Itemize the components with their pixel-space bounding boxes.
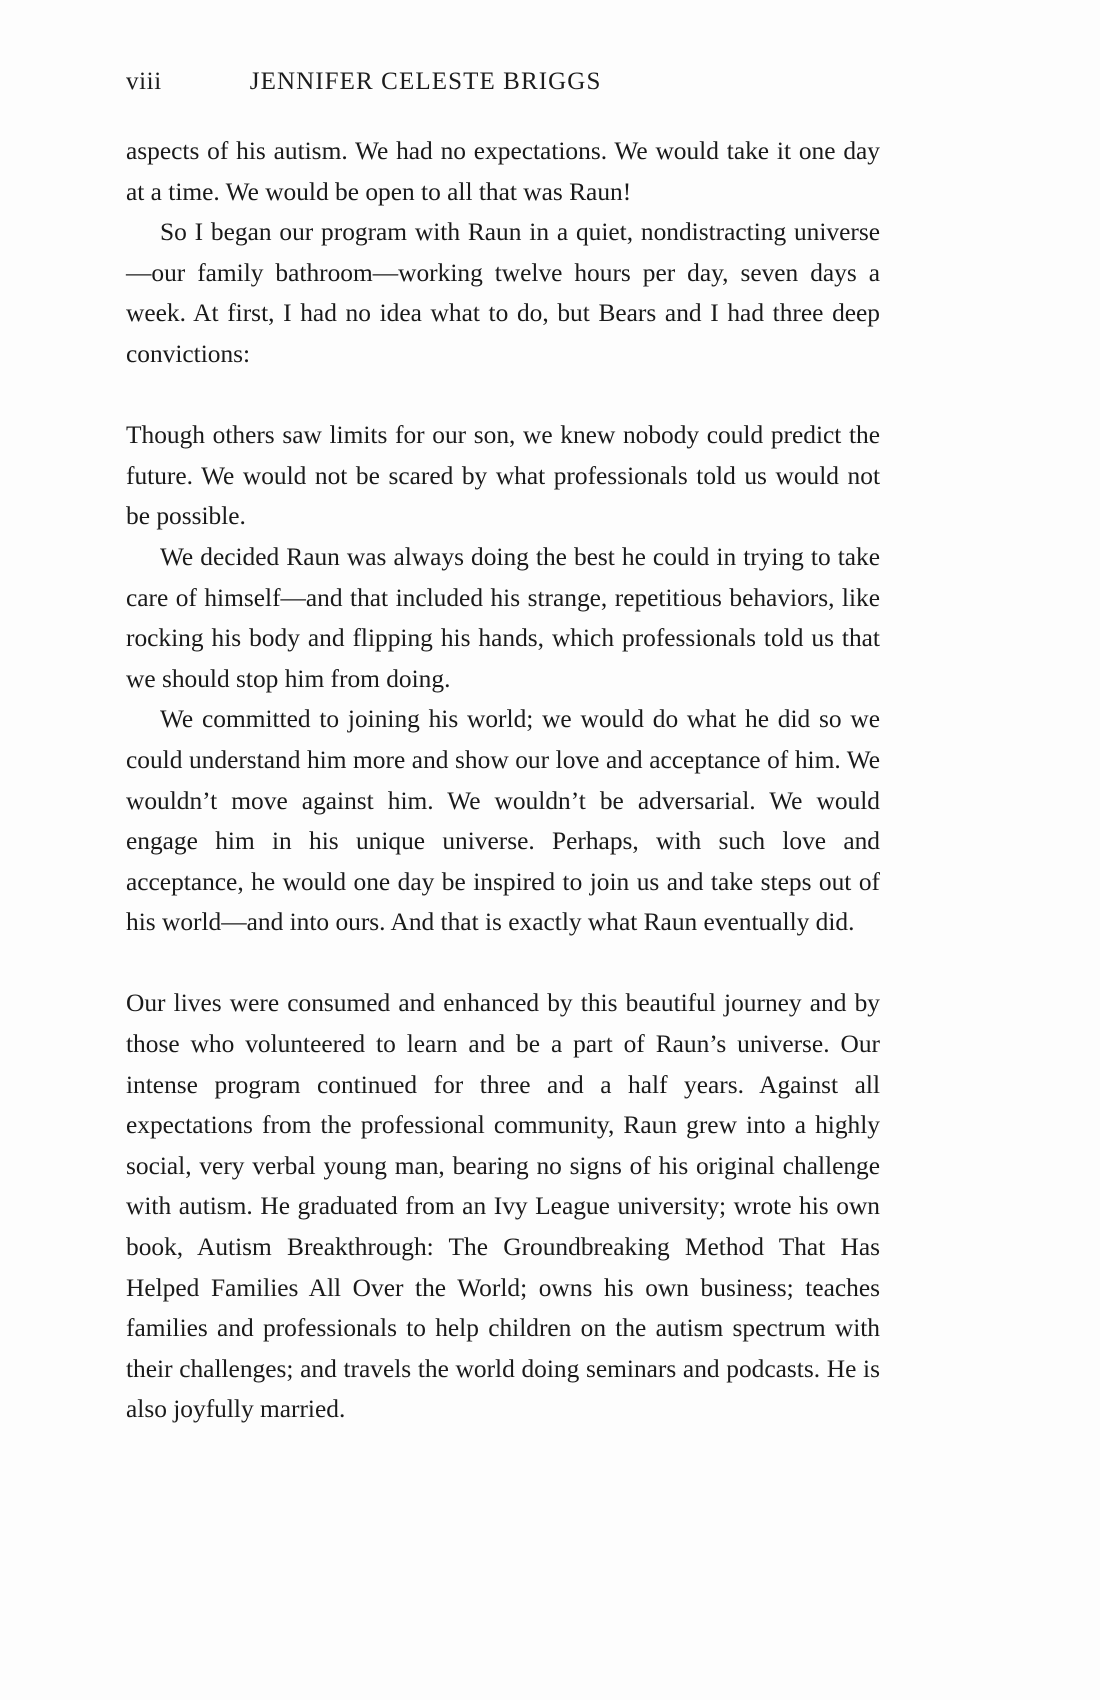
paragraph-spacer	[126, 375, 880, 416]
paragraph-outcome: Our lives were consumed and enhanced by this beautiful journey and by those who volunteered to learn and be a part of Raun’s universe. Our intense program continued for three and a half years. Against all expectations from the professional community, Raun grew into a highly social, very verbal young man, bearing no signs of his original challenge with autism. He graduated from an Ivy League university; wrote his own book, Autism Breakthrough: The Groundbreaking Method That Has Helped Families All Over the World; owns his own business; teaches families and professionals to help children on the autism spectrum with their challenges; and travels the world doing seminars and podcasts. He is also joyfully married.	[126, 989, 880, 1424]
page-number: viii	[126, 68, 162, 95]
paragraph-conviction-two: We decided Raun was always doing the best he could in trying to take care of himself—and that included his strange, repetitious behaviors, like rocking his body and flipping his hands, which professionals told us that we should stop him from doing.	[126, 542, 880, 693]
paragraph-program: So I began our program with Raun in a quiet, nondistracting universe—our family bathroom—working twelve hours per day, seven days a week. At first, I had no idea what to do, but Bears and I had three deep convictions:	[126, 218, 880, 368]
paragraph-continued: aspects of his autism. We had no expectations. We would take it one day at a time. We would be open to all that was Raun!	[126, 137, 880, 206]
running-head	[126, 68, 880, 102]
paragraph-conviction-three: We committed to joining his world; we would do what he did so we could understand him more and show our love and acceptance of him. We wouldn’t move against him. We wouldn’t be adversarial. We would engage him in his unique universe. Perhaps, with such love and acceptance, he would one day be inspired to join us and take steps out of his world—and into ours. And that is exactly what Raun eventually did.	[126, 705, 880, 937]
running-head-title: JENNIFER CELESTE BRIGGS	[249, 68, 602, 95]
paragraph-spacer	[126, 943, 880, 984]
body-text-block	[126, 131, 880, 1430]
paragraph-conviction-one: Though others saw limits for our son, we knew nobody could predict the future. We would not be scared by what professionals told us would not be possible.	[126, 421, 880, 531]
